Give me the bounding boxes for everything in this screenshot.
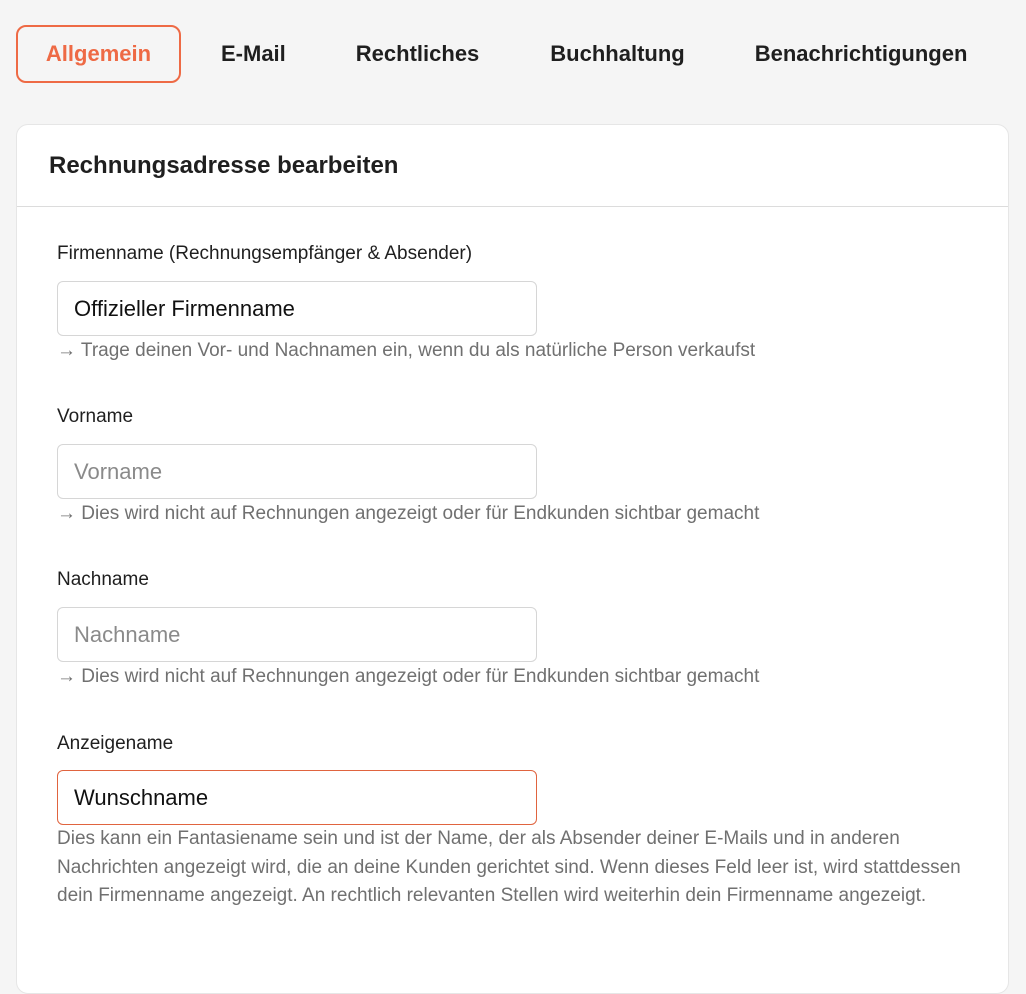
- displayname-help-text: Dies kann ein Fantasiename sein und ist der Name, der als Absender deiner E-Mails und in anderen Nachrichten angezeigt wird, die an deine Kunden gerichtet sind. Wenn dieses Feld leer ist, wird stattdessen dein Firmenname angezeigt. An rechtlich relevanten Stellen wird weiterhin dein Firmenname angezeigt.: [57, 828, 961, 906]
- displayname-input[interactable]: [57, 770, 537, 825]
- tab-e-mail[interactable]: E-Mail: [221, 41, 286, 66]
- tab-benachrichtigungen[interactable]: Benachrichtigungen: [754, 41, 968, 66]
- lastname-input[interactable]: [57, 607, 537, 662]
- tab-buchhaltung[interactable]: Buchhaltung: [550, 41, 685, 66]
- company-help-text: → Trage deinen Vor- und Nachnamen ein, wenn du als natürliche Person verkaufst: [57, 340, 756, 361]
- tab-rechtliches[interactable]: Rechtliches: [355, 41, 480, 66]
- lastname-help-text: → Dies wird nicht auf Rechnungen angezeigt oder für Endkunden sichtbar gemacht: [57, 666, 760, 687]
- firstname-field: [57, 406, 977, 524]
- firstname-label: Vorname: [57, 406, 134, 427]
- lastname-label: Nachname: [57, 569, 149, 590]
- firstname-help-text: → Dies wird nicht auf Rechnungen angezeigt oder für Endkunden sichtbar gemacht: [57, 503, 760, 524]
- displayname-label: Anzeigename: [57, 733, 174, 754]
- card-header: [17, 125, 1008, 207]
- card-title: Rechnungsadresse bearbeiten: [49, 151, 399, 179]
- settings-tabs: [16, 25, 967, 83]
- company-label: Firmenname (Rechnungsempfänger & Absender): [57, 243, 473, 264]
- company-name-input[interactable]: [57, 281, 537, 336]
- billing-address-card: [16, 124, 1009, 994]
- firstname-input[interactable]: [57, 444, 537, 499]
- lastname-field: [57, 569, 977, 687]
- company-field: [57, 243, 977, 361]
- tab-allgemein[interactable]: Allgemein: [16, 25, 181, 83]
- displayname-field: [57, 733, 977, 906]
